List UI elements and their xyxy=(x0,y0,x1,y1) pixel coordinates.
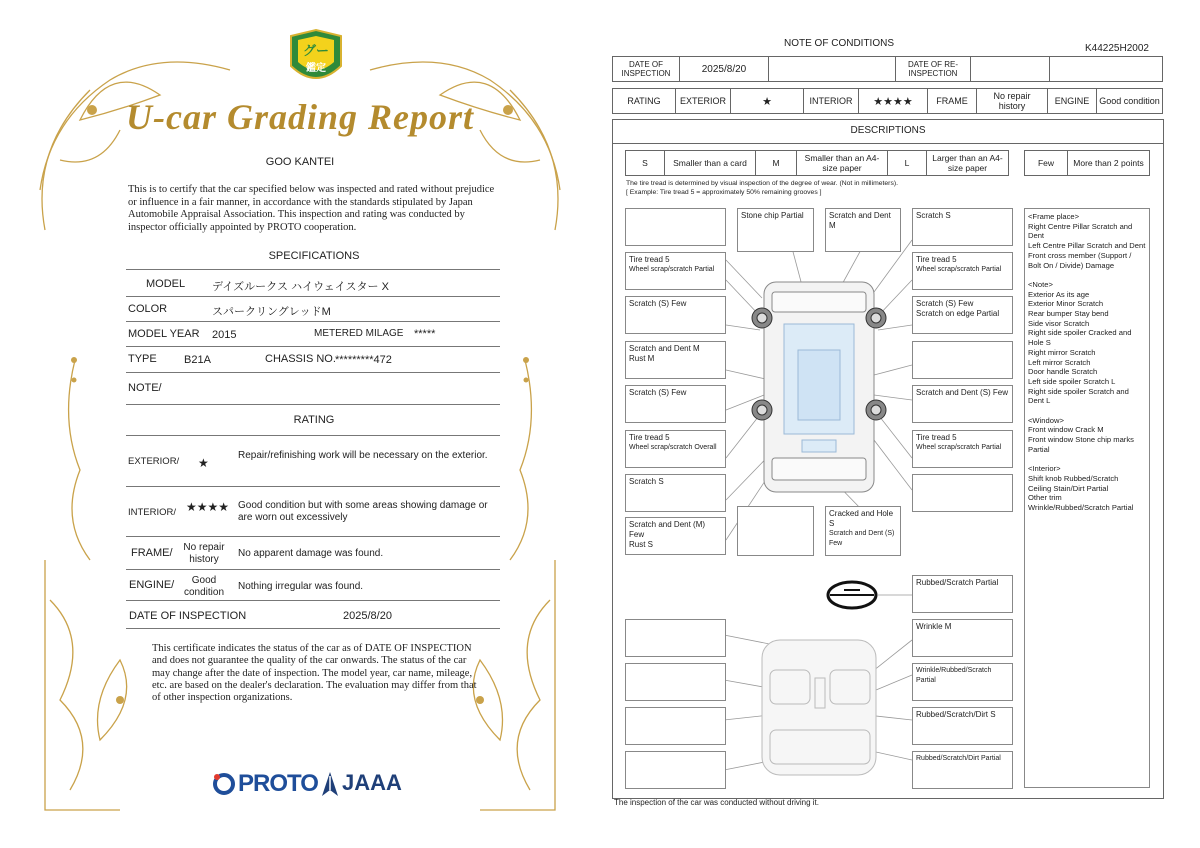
note-line: Exterior Minor Scratch xyxy=(1028,299,1104,309)
legend-few: Few xyxy=(1025,151,1068,176)
svg-text:鑑定: 鑑定 xyxy=(306,63,326,74)
damage-detail: Wheel scrap/scratch Partial xyxy=(916,266,1002,273)
metered-value: ***** xyxy=(414,328,436,340)
exterior-label: EXTERIOR/ xyxy=(128,456,180,467)
tire-note-2: [ Example: Tire tread 5 = approximately 50% remaining grooves ] xyxy=(626,189,822,196)
damage-detail: Wheel scrap/scratch Partial xyxy=(629,266,715,273)
damage-box-rear-center-left xyxy=(737,506,814,556)
specifications-heading: SPECIFICATIONS xyxy=(268,250,360,262)
damage-label: Wrinkle M xyxy=(916,622,952,631)
notes-heading: NOTE OF CONDITIONS xyxy=(784,38,894,49)
notes-list xyxy=(1024,208,1150,788)
legend-s-desc: Smaller than a card xyxy=(665,151,756,176)
note-line: Front window Stone chip marks Partial xyxy=(1028,435,1134,454)
date-of-inspection-value: 2025/8/20 xyxy=(680,57,769,82)
damage-box-left-4 xyxy=(625,341,726,379)
damage-label: Scratch S xyxy=(916,211,951,220)
interior-box-right-5 xyxy=(912,751,1013,789)
steering-wheel-icon xyxy=(828,582,876,608)
legend-l: L xyxy=(888,151,927,176)
interior-box-steering xyxy=(912,575,1013,613)
goo-kantei-badge-icon xyxy=(286,28,346,90)
note-line: Rear bumper Stay bend xyxy=(1028,309,1109,319)
damage-detail: Scratch and Dent (S) Few xyxy=(829,530,895,547)
damage-detail: Wheel scrap/scratch Partial xyxy=(916,444,1002,451)
damage-label: Rubbed/Scratch/Dirt S xyxy=(916,710,996,719)
exterior-description: Repair/refinishing work will be necessary on the exterior. xyxy=(238,450,488,461)
legend-l-desc: Larger than an A4-size paper xyxy=(927,151,1009,176)
damage-detail: Rust M xyxy=(629,354,655,363)
interior-box-left-4 xyxy=(625,751,726,789)
legend-m-desc: Smaller than an A4-size paper xyxy=(797,151,888,176)
legend-s: S xyxy=(626,151,665,176)
frame-description: No apparent damage was found. xyxy=(238,548,384,559)
legend-m: M xyxy=(756,151,797,176)
note-line: Right mirror Scratch xyxy=(1028,347,1096,357)
interior-description: Good condition but with some areas showing damage or are worn out excessively xyxy=(238,500,488,523)
inspection-dates-table xyxy=(612,56,1163,82)
type-value: B21A xyxy=(184,354,211,366)
damage-label: Rubbed/Scratch/Dirt Partial xyxy=(916,755,1001,762)
jaaa-logo-text: JAAA xyxy=(342,770,402,795)
engine-label: ENGINE xyxy=(1048,89,1097,114)
interior-box-left-1 xyxy=(625,619,726,657)
frame-value: No repair history xyxy=(977,89,1048,114)
damage-label: Tire tread 5 xyxy=(916,255,957,264)
model-year-label: MODEL YEAR xyxy=(128,328,200,340)
proto-logo-text: PROTO xyxy=(238,770,318,797)
damage-box-rear-center-right xyxy=(825,506,901,556)
damage-box-left-6 xyxy=(625,430,726,468)
damage-box-right-3 xyxy=(912,296,1013,334)
rating-heading: RATING xyxy=(293,414,335,426)
damage-label: Scratch and Dent M xyxy=(829,211,891,230)
note-line: Left side spoiler Scratch L xyxy=(1028,376,1116,386)
size-legend-table xyxy=(625,150,1009,176)
note-line: Front window Crack M xyxy=(1028,425,1104,435)
report-subtitle: GOO KANTEI xyxy=(265,156,335,168)
engine-value: Good condition xyxy=(183,575,225,598)
engine-value: Good condition xyxy=(1097,89,1163,114)
note-line: <Interior> xyxy=(1028,464,1061,474)
note-line: Right side spoiler Scratch and Dent L xyxy=(1028,386,1129,406)
damage-label: Scratch and Dent (S) Few xyxy=(916,388,1009,397)
note-line xyxy=(1028,455,1146,465)
damage-box-right-6 xyxy=(912,430,1013,468)
descriptions-heading: DESCRIPTIONS xyxy=(612,119,1164,144)
interior-box-left-2 xyxy=(625,663,726,701)
color-value: スパークリングレッドM xyxy=(212,306,331,318)
damage-box-right-5 xyxy=(912,385,1013,423)
note-line: Left mirror Scratch xyxy=(1028,357,1091,367)
damage-box-left-3 xyxy=(625,296,726,334)
damage-box-front-right xyxy=(912,208,1013,246)
legend-few-desc: More than 2 points xyxy=(1068,151,1150,176)
metered-label: METERED MILAGE xyxy=(314,328,404,339)
damage-box-left-8 xyxy=(625,517,726,555)
damage-label: Stone chip Partial xyxy=(741,211,804,220)
damage-label: Tire tread 5 xyxy=(629,255,670,264)
date-of-inspection-label: DATE OF INSPECTION xyxy=(129,610,247,622)
damage-label: Wrinkle/Rubbed/Scratch Partial xyxy=(916,667,992,684)
damage-box-front-left xyxy=(625,208,726,246)
damage-label: Scratch (S) Few xyxy=(629,299,687,308)
interior-box-right-3 xyxy=(912,663,1013,701)
date-of-inspection-label: DATE OF INSPECTION xyxy=(613,57,680,82)
frame-label: FRAME/ xyxy=(131,547,173,559)
date-of-inspection-value: 2025/8/20 xyxy=(343,610,392,622)
damage-box-right-7 xyxy=(912,474,1013,512)
damage-box-right-2 xyxy=(912,252,1013,290)
damage-label: Scratch S xyxy=(629,477,664,486)
interior-label: INTERIOR/ xyxy=(128,507,177,518)
note-line: Door handle Scratch xyxy=(1028,367,1098,377)
chassis-label: CHASSIS NO. xyxy=(265,353,336,365)
certificate-disclaimer: This certificate indicates the status of the car as of DATE OF INSPECTION and does not guarantee the quality of the car onwards. The status of the car may change after the date of inspection. The model year, car name, mileage, etc. are based on the dealer's declaration. The evaluation may differ from that of other inspection organizations. xyxy=(152,643,477,704)
note-line: Exterior As its age xyxy=(1028,289,1090,299)
type-label: TYPE xyxy=(128,353,157,365)
damage-label: Scratch and Dent M xyxy=(629,344,700,353)
note-line: Side visor Scratch xyxy=(1028,318,1090,328)
damage-label: Scratch and Dent (M) Few xyxy=(629,520,706,539)
damage-label: Scratch (S) Few xyxy=(916,299,974,308)
engine-label: ENGINE/ xyxy=(129,579,175,591)
note-line: Wrinkle/Rubbed/Scratch Partial xyxy=(1028,503,1134,513)
model-label: MODEL xyxy=(146,278,186,290)
note-line: <Frame place> xyxy=(1028,212,1080,221)
damage-label: Scratch (S) Few xyxy=(629,388,687,397)
interior-label: INTERIOR xyxy=(804,89,859,114)
certification-statement: This is to certify that the car specified below was inspected and rated without prejudice or influence in a fair manner, in accordance with the standards stipulated by Japan Automobile Appraisal Association. This inspection and rating was conducted by inspector officially appointed by PROTO cooperation. xyxy=(128,184,495,233)
damage-box-left-2 xyxy=(625,252,726,290)
inspection-footer: The inspection of the car was conducted without driving it. xyxy=(614,798,819,807)
rating-label: RATING xyxy=(613,89,676,114)
interior-box-right-2 xyxy=(912,619,1013,657)
damage-label: Tire tread 5 xyxy=(916,433,957,442)
report-title: U-car Grading Report xyxy=(125,97,474,137)
note-line: Right Centre Pillar Scratch and Dent xyxy=(1028,221,1133,241)
note-line: Right side spoiler Cracked and Hole S xyxy=(1028,328,1132,348)
note-line: <Window> xyxy=(1028,415,1064,425)
frame-label: FRAME xyxy=(928,89,977,114)
note-line xyxy=(1028,406,1146,416)
exterior-stars: ★ xyxy=(198,456,209,470)
damage-label: Rubbed/Scratch Partial xyxy=(916,578,999,587)
damage-box-front-center-right xyxy=(825,208,901,252)
date-of-reinspection-label: DATE OF RE-INSPECTION xyxy=(896,57,971,82)
note-line: Ceiling Stain/Dirt Partial xyxy=(1028,483,1109,493)
jaaa-logo-icon xyxy=(320,770,340,798)
damage-detail: Wheel scrap/scratch Overall xyxy=(629,444,717,451)
chassis-value: *********472 xyxy=(335,354,392,366)
svg-text:グー: グー xyxy=(302,44,330,59)
notes-list-items xyxy=(1028,212,1146,513)
note-line: <Note> xyxy=(1028,279,1053,289)
exterior-label: EXTERIOR xyxy=(676,89,731,114)
few-legend-table xyxy=(1024,150,1150,176)
document-code: K44225H2002 xyxy=(1085,43,1149,54)
note-line: Front cross member (Support / Bolt On / Divide) Damage xyxy=(1028,250,1132,270)
damage-box-right-4 xyxy=(912,341,1013,379)
damage-box-left-5 xyxy=(625,385,726,423)
interior-box-left-3 xyxy=(625,707,726,745)
exterior-stars: ★ xyxy=(731,89,804,114)
note-line: Other trim xyxy=(1028,493,1062,503)
engine-description: Nothing irregular was found. xyxy=(238,581,364,592)
rating-table xyxy=(612,88,1163,114)
damage-detail: Scratch on edge Partial xyxy=(916,309,1000,318)
damage-box-front-center-left xyxy=(737,208,814,252)
model-value: デイズルークス ハイウェイスター X xyxy=(212,281,389,293)
frame-value: No repair history xyxy=(183,542,225,565)
note-line: Shift knob Rubbed/Scratch xyxy=(1028,473,1119,483)
damage-label: Cracked and Hole S xyxy=(829,509,894,528)
damage-detail: Rust S xyxy=(629,540,654,549)
note-line xyxy=(1028,270,1146,280)
note-line: Left Centre Pillar Scratch and Dent xyxy=(1028,241,1146,251)
color-label: COLOR xyxy=(128,303,168,315)
model-year-value: 2015 xyxy=(212,329,237,341)
damage-label: Tire tread 5 xyxy=(629,433,670,442)
note-label: NOTE/ xyxy=(128,382,162,394)
interior-stars: ★★★★ xyxy=(859,89,928,114)
interior-stars: ★★★★ xyxy=(186,500,230,514)
damage-box-left-7 xyxy=(625,474,726,512)
tire-note-1: The tire tread is determined by visual inspection of the degree of wear. (Not in millimeters). xyxy=(626,180,898,187)
proto-logo-icon xyxy=(212,772,236,796)
interior-box-right-4 xyxy=(912,707,1013,745)
